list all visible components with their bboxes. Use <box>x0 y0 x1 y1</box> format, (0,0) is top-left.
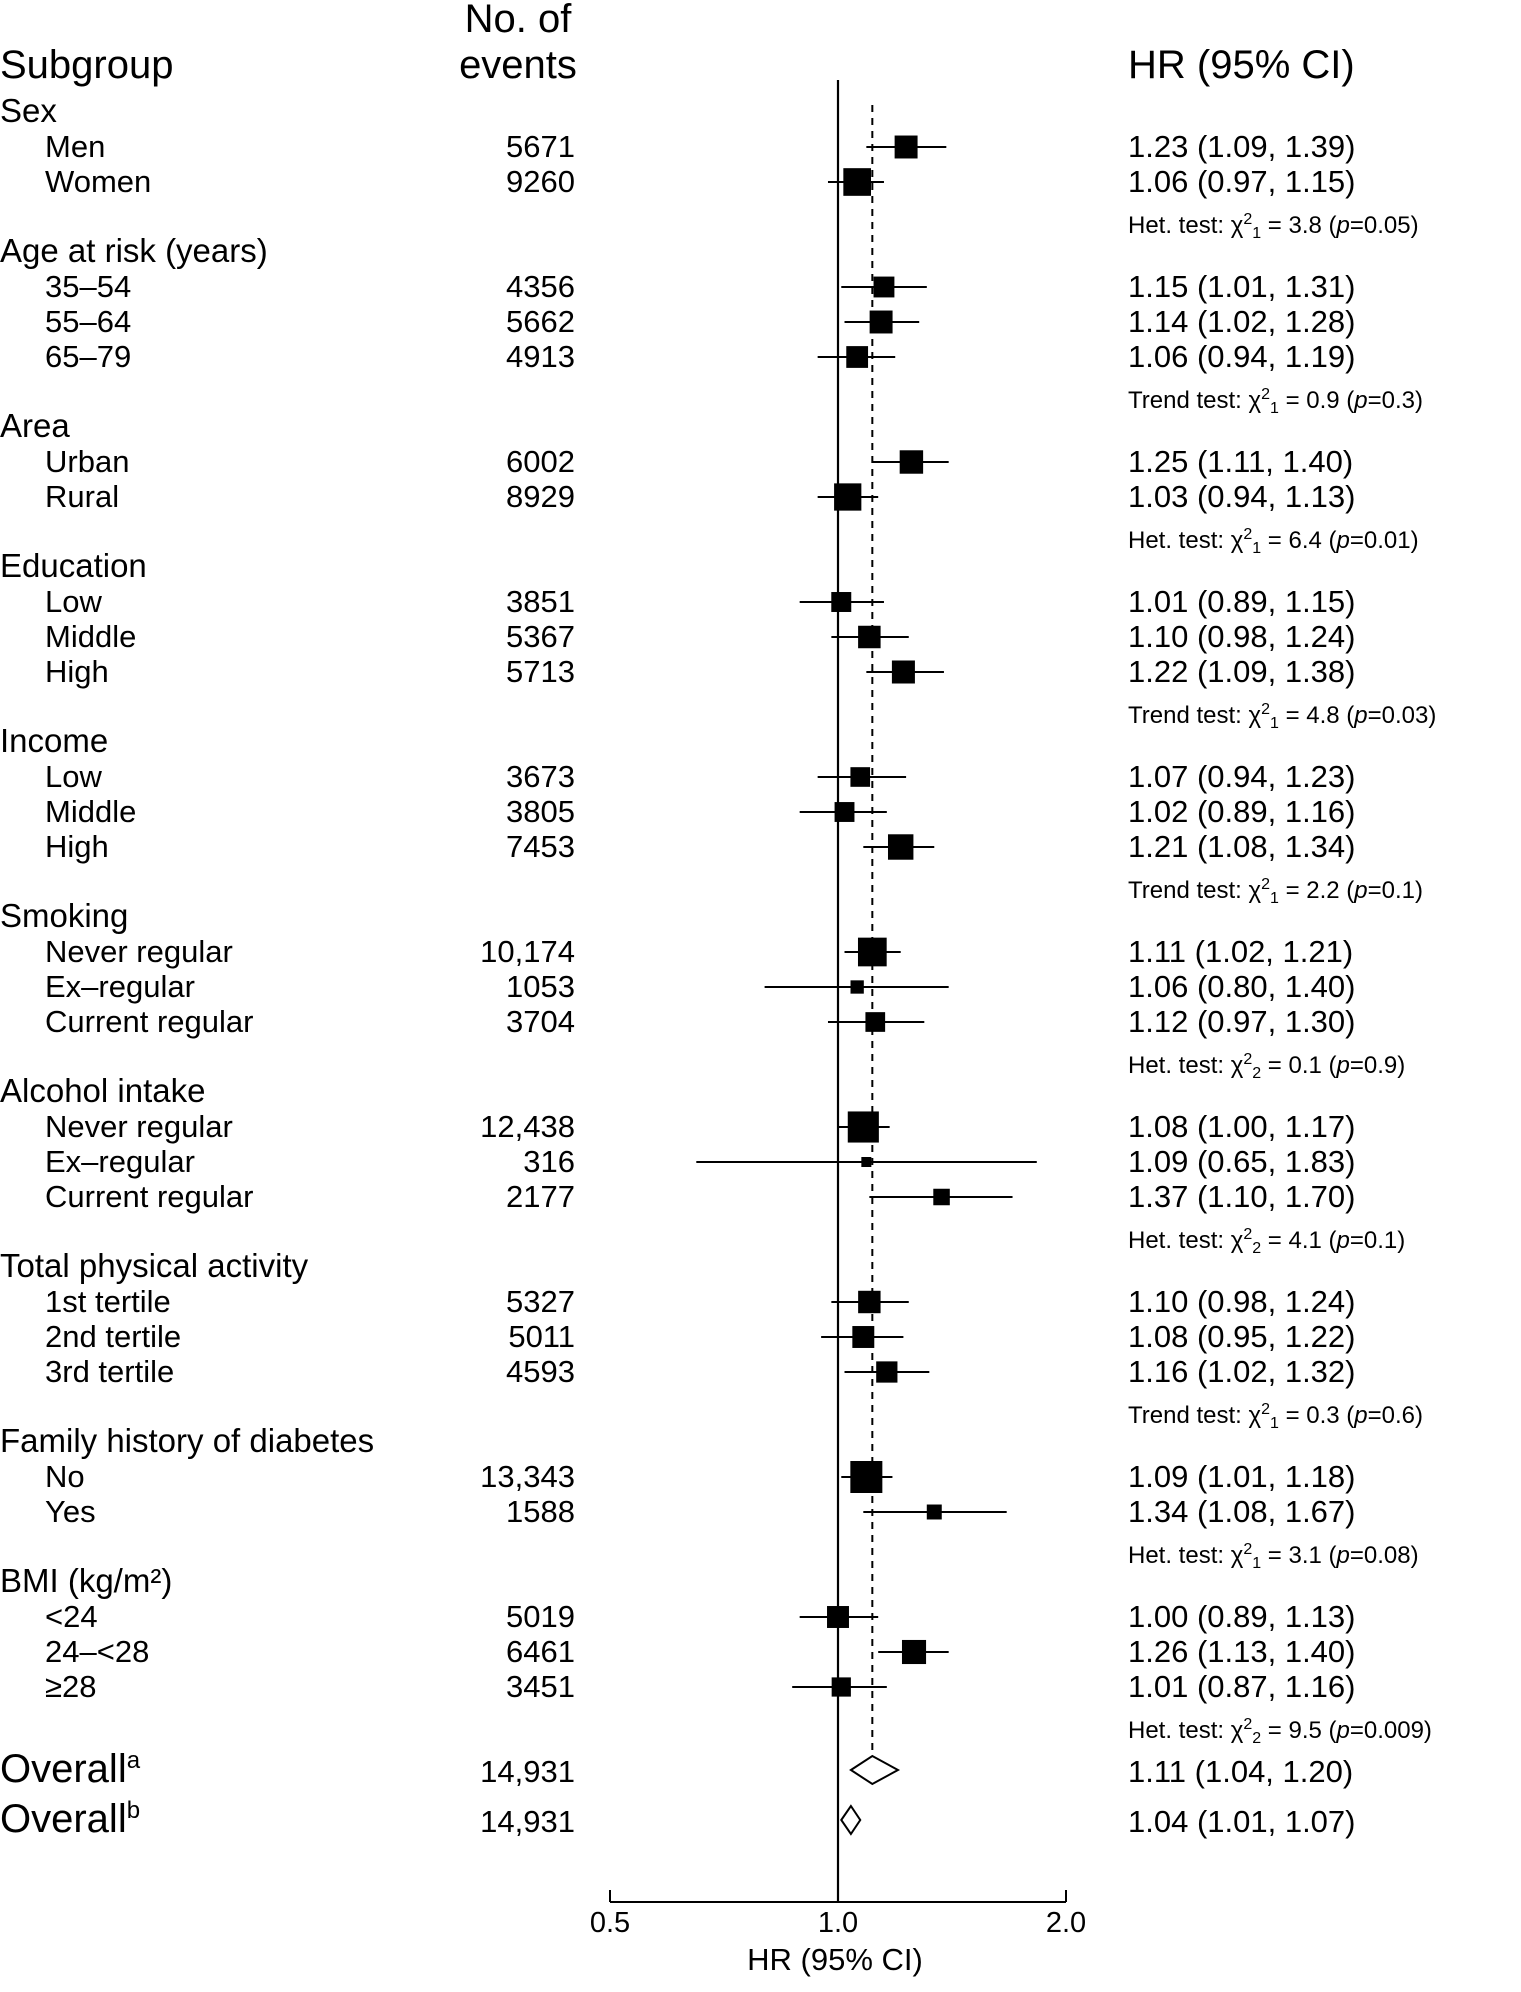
row-label: High <box>45 829 109 864</box>
hr-point <box>865 1012 885 1032</box>
group-label: BMI (kg/m²) <box>0 1562 173 1599</box>
row-label: 55–64 <box>45 304 132 339</box>
group-label: Education <box>0 547 147 584</box>
overall-events: 14,931 <box>480 1754 575 1789</box>
x-axis-label: HR (95% CI) <box>747 1942 923 1977</box>
row-hr-text: 1.23 (1.09, 1.39) <box>1128 129 1356 164</box>
test-label: Het. test: $\chi^2_2 = 0.1$ (p=0.9) <box>1128 1051 1406 1082</box>
row-events: 1053 <box>506 969 575 1004</box>
row-events: 5327 <box>506 1284 575 1319</box>
row-label: Middle <box>45 619 137 654</box>
hr-point <box>927 1505 942 1520</box>
row-events: 6461 <box>506 1634 575 1669</box>
row-events: 3673 <box>506 759 575 794</box>
row-hr-text: 1.22 (1.09, 1.38) <box>1128 654 1356 689</box>
header-events-line2: events <box>459 43 577 87</box>
row-events: 3805 <box>506 794 575 829</box>
hr-point <box>846 346 868 368</box>
row-label: 35–54 <box>45 269 132 304</box>
row-label: 65–79 <box>45 339 132 374</box>
row-label: Low <box>45 759 102 794</box>
row-label: Current regular <box>45 1004 254 1039</box>
x-tick-label: 0.5 <box>589 1907 631 1939</box>
hr-point <box>850 1461 882 1493</box>
hr-point <box>902 1640 926 1664</box>
hr-point <box>895 136 918 159</box>
row-hr-text: 1.12 (0.97, 1.30) <box>1128 1004 1356 1039</box>
header-events-line1: No. of <box>464 0 572 41</box>
rows-layer <box>0 80 1436 1902</box>
overall-events: 14,931 <box>480 1804 575 1839</box>
row-label: <24 <box>45 1599 98 1634</box>
row-label: 24–<28 <box>45 1634 150 1669</box>
test-label: Trend test: $\chi^2_1 = 0.9$ (p=0.3) <box>1128 386 1424 417</box>
x-tick-label: 1.0 <box>817 1907 859 1939</box>
row-label: Yes <box>45 1494 96 1529</box>
row-events: 5671 <box>506 129 575 164</box>
test-label: Trend test: $\chi^2_1 = 0.3$ (p=0.6) <box>1128 1401 1424 1432</box>
hr-point <box>874 277 895 298</box>
row-label: ≥28 <box>45 1669 97 1704</box>
row-events: 5367 <box>506 619 575 654</box>
row-events: 7453 <box>506 829 575 864</box>
row-hr-text: 1.16 (1.02, 1.32) <box>1128 1354 1356 1389</box>
row-hr-text: 1.26 (1.13, 1.40) <box>1128 1634 1356 1669</box>
overall-hr-text: 1.11 (1.04, 1.20) <box>1128 1754 1354 1789</box>
row-hr-text: 1.06 (0.80, 1.40) <box>1128 969 1356 1004</box>
hr-point <box>852 1326 874 1348</box>
test-label: Het. test: $\chi^2_1 = 3.8$ (p=0.05) <box>1128 211 1419 242</box>
x-tick-label: 2.0 <box>1045 1907 1087 1939</box>
row-hr-text: 1.01 (0.89, 1.15) <box>1128 584 1356 619</box>
row-label: Men <box>45 129 106 164</box>
row-label: Ex–regular <box>45 969 195 1004</box>
header-subgroup: Subgroup <box>0 43 174 87</box>
test-label: Trend test: $\chi^2_1 = 2.2$ (p=0.1) <box>1128 876 1424 907</box>
row-label: Women <box>45 164 152 199</box>
row-events: 4913 <box>506 339 575 374</box>
row-label: Rural <box>45 479 120 514</box>
hr-point <box>831 592 851 612</box>
row-hr-text: 1.25 (1.11, 1.40) <box>1128 444 1354 479</box>
group-label: Alcohol intake <box>0 1072 206 1109</box>
row-hr-text: 1.01 (0.87, 1.16) <box>1128 1669 1356 1704</box>
row-label: 2nd tertile <box>45 1319 182 1354</box>
group-label: Area <box>0 407 70 444</box>
row-hr-text: 1.08 (1.00, 1.17) <box>1128 1109 1356 1144</box>
row-events: 3451 <box>506 1669 575 1704</box>
row-hr-text: 1.21 (1.08, 1.34) <box>1128 829 1356 864</box>
row-label: Urban <box>45 444 130 479</box>
row-hr-text: 1.14 (1.02, 1.28) <box>1128 304 1356 339</box>
hr-point <box>933 1189 950 1206</box>
row-events: 3704 <box>506 1004 575 1039</box>
row-hr-text: 1.34 (1.08, 1.67) <box>1128 1494 1356 1529</box>
hr-point <box>858 938 887 967</box>
overall-hr-text: 1.04 (1.01, 1.07) <box>1128 1804 1356 1839</box>
row-label: Ex–regular <box>45 1144 195 1179</box>
row-events: 316 <box>523 1144 575 1179</box>
hr-point <box>858 626 880 648</box>
row-events: 1588 <box>506 1494 575 1529</box>
hr-point <box>832 1677 851 1696</box>
row-events: 2177 <box>506 1179 575 1214</box>
row-label: Current regular <box>45 1179 254 1214</box>
row-events: 5713 <box>506 654 575 689</box>
group-label: Age at risk (years) <box>0 232 268 269</box>
row-hr-text: 1.09 (1.01, 1.18) <box>1128 1459 1356 1494</box>
row-events: 12,438 <box>480 1109 575 1144</box>
row-events: 3851 <box>506 584 575 619</box>
row-events: 8929 <box>506 479 575 514</box>
row-events: 5011 <box>508 1319 575 1354</box>
hr-point <box>858 1291 880 1313</box>
hr-point <box>848 1111 879 1142</box>
hr-point <box>870 311 893 334</box>
hr-point <box>834 483 861 510</box>
test-label: Trend test: $\chi^2_1 = 4.8$ (p=0.03) <box>1128 701 1437 732</box>
row-hr-text: 1.10 (0.98, 1.24) <box>1128 1284 1356 1319</box>
group-label: Income <box>0 722 109 759</box>
hr-point <box>888 834 913 859</box>
hr-point <box>900 450 923 473</box>
row-hr-text: 1.37 (1.10, 1.70) <box>1128 1179 1356 1214</box>
group-label: Total physical activity <box>0 1247 309 1284</box>
row-events: 6002 <box>506 444 575 479</box>
row-hr-text: 1.10 (0.98, 1.24) <box>1128 619 1356 654</box>
row-hr-text: 1.08 (0.95, 1.22) <box>1128 1319 1356 1354</box>
test-label: Het. test: $\chi^2_1 = 3.1$ (p=0.08) <box>1128 1541 1419 1572</box>
row-label: Middle <box>45 794 137 829</box>
group-label: Smoking <box>0 897 129 934</box>
group-label: Sex <box>0 92 57 129</box>
row-events: 4593 <box>506 1354 575 1389</box>
row-hr-text: 1.09 (0.65, 1.83) <box>1128 1144 1356 1179</box>
hr-point <box>892 660 915 683</box>
row-events: 13,343 <box>480 1459 575 1494</box>
test-label: Het. test: $\chi^2_1 = 6.4$ (p=0.01) <box>1128 526 1419 557</box>
hr-point <box>850 767 870 787</box>
row-hr-text: 1.06 (0.97, 1.15) <box>1128 164 1356 199</box>
overall-diamond <box>841 1806 860 1834</box>
hr-point <box>851 980 864 993</box>
test-label: Het. test: $\chi^2_2 = 9.5$ (p=0.009) <box>1128 1716 1432 1747</box>
test-label: Het. test: $\chi^2_2 = 4.1$ (p=0.1) <box>1128 1226 1406 1257</box>
row-events: 9260 <box>506 164 575 199</box>
group-label: Family history of diabetes <box>0 1422 375 1459</box>
row-hr-text: 1.11 (1.02, 1.21) <box>1128 934 1354 969</box>
row-hr-text: 1.03 (0.94, 1.13) <box>1128 479 1356 514</box>
hr-point <box>835 802 855 822</box>
row-label: No <box>45 1459 85 1494</box>
row-events: 5019 <box>506 1599 575 1634</box>
hr-point <box>827 1606 849 1628</box>
row-events: 5662 <box>506 304 575 339</box>
x-axis <box>590 1890 1086 1939</box>
row-events: 10,174 <box>480 934 575 969</box>
row-hr-text: 1.07 (0.94, 1.23) <box>1128 759 1356 794</box>
overall-diamond <box>851 1756 898 1784</box>
row-hr-text: 1.00 (0.89, 1.13) <box>1128 1599 1356 1634</box>
hr-point <box>861 1157 871 1167</box>
hr-point <box>843 168 871 196</box>
overall-label: Overall$^a$ <box>0 1747 141 1791</box>
row-label: Low <box>45 584 102 619</box>
row-hr-text: 1.02 (0.89, 1.16) <box>1128 794 1356 829</box>
row-label: 1st tertile <box>45 1284 171 1319</box>
row-label: High <box>45 654 109 689</box>
row-label: Never regular <box>45 934 233 969</box>
row-label: 3rd tertile <box>45 1354 175 1389</box>
row-label: Never regular <box>45 1109 233 1144</box>
header-hr: HR (95% CI) <box>1128 43 1355 87</box>
row-events: 4356 <box>506 269 575 304</box>
hr-point <box>876 1361 897 1382</box>
overall-label: Overall$^b$ <box>0 1797 141 1841</box>
row-hr-text: 1.06 (0.94, 1.19) <box>1128 339 1356 374</box>
row-hr-text: 1.15 (1.01, 1.31) <box>1128 269 1356 304</box>
